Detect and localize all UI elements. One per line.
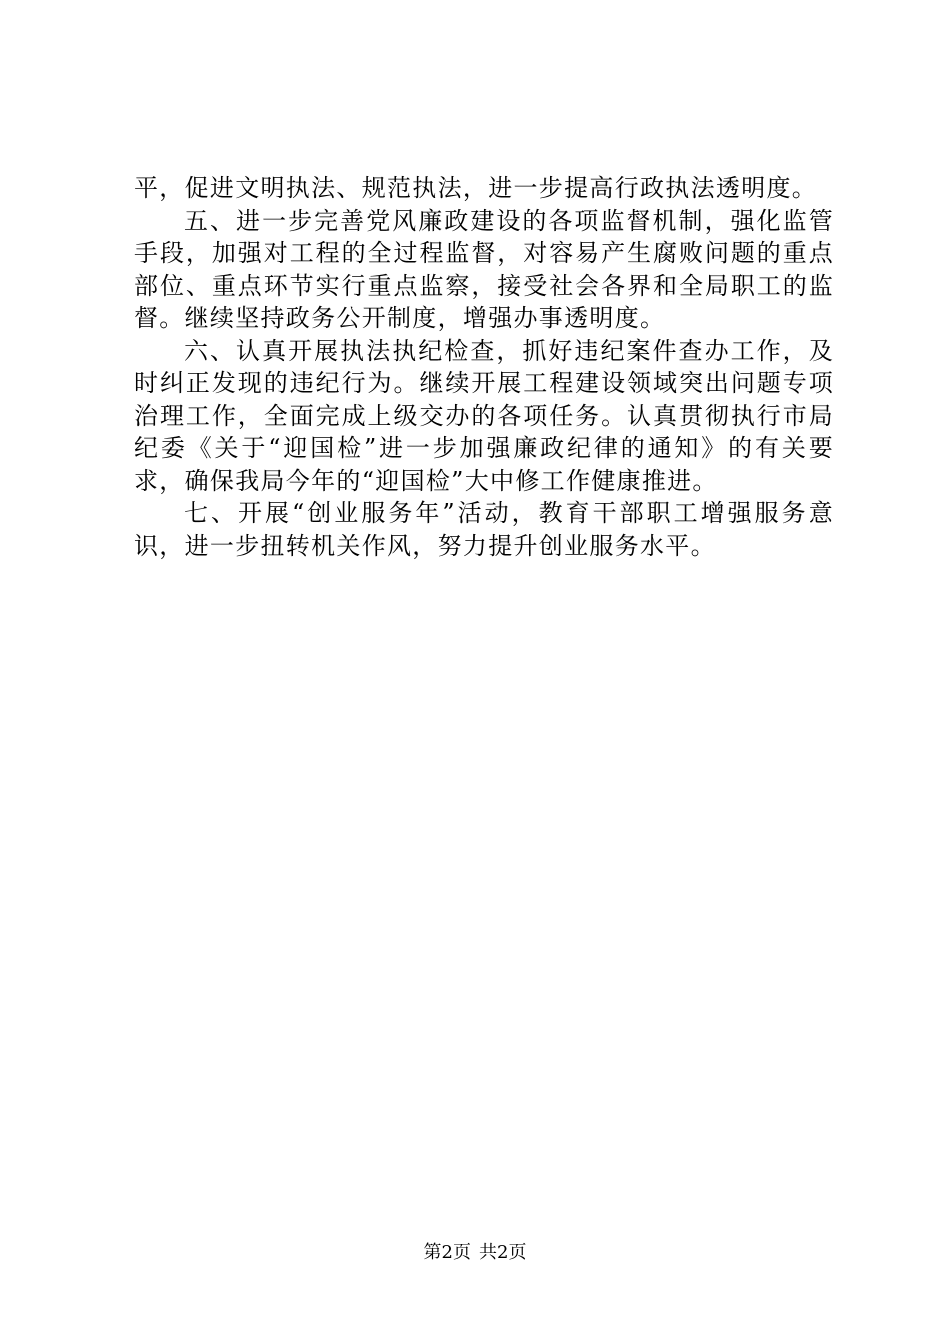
paragraph-item-six: 六、认真开展执法执纪检查，抓好违纪案件查办工作，及时纠正发现的违纪行为。继续开展工程建设领域突出问题专项治理工作，全面完成上级交办的各项任务。认真贯彻执行市局纪委《关于“迎国检”进一步加强廉政纪律的通知》的有关要求，确保我局今年的“迎国检”大中修工作健康推进。 bbox=[134, 336, 834, 495]
document-body bbox=[134, 172, 834, 562]
paragraph-item-five: 五、进一步完善党风廉政建设的各项监督机制，强化监管手段，加强对工程的全过程监督，对容易产生腐败问题的重点部位、重点环节实行重点监察，接受社会各界和全局职工的监督。继续坚持政务公开制度，增强办事透明度。 bbox=[134, 206, 834, 332]
page-total: 共2页 bbox=[479, 1242, 527, 1263]
page-number: 第2页 bbox=[423, 1242, 471, 1263]
page-footer bbox=[0, 1241, 950, 1265]
paragraph-item-seven: 七、开展“创业服务年”活动，教育干部职工增强服务意识，进一步扭转机关作风，努力提升创业服务水平。 bbox=[134, 499, 834, 560]
paragraph-continuation: 平，促进文明执法、规范执法，进一步提高行政执法透明度。 bbox=[134, 174, 818, 202]
